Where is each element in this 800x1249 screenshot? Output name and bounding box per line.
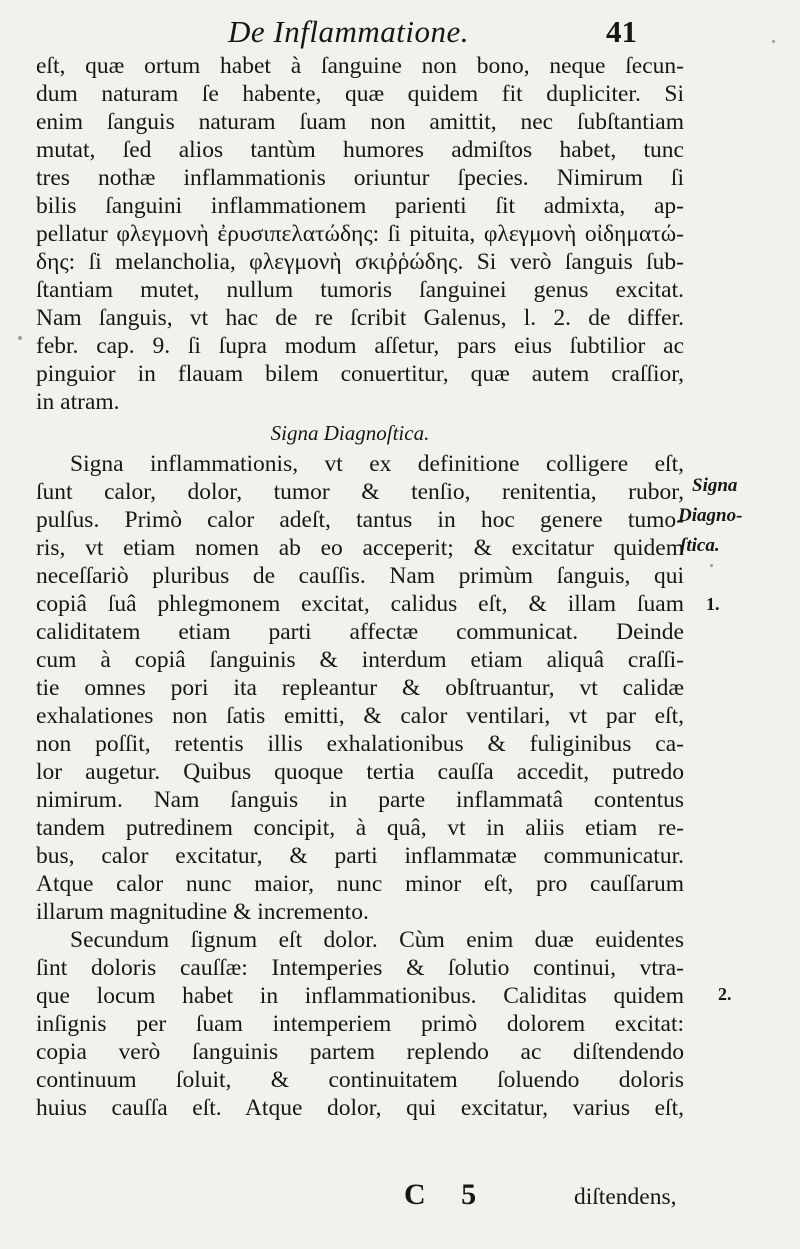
margin-label-line: Signa (692, 475, 738, 496)
body-text (36, 52, 684, 1122)
catchword: diſtendens, (574, 1184, 677, 1210)
ink-speck (772, 40, 775, 43)
signature-mark: C 5 (404, 1178, 491, 1211)
page-number: 41 (606, 14, 637, 49)
text-line: copiâ ſuâ phlegmonem excitat, calidus eſt, & illam ſuam (36, 591, 684, 617)
margin-number: 1. (706, 594, 720, 614)
text-line: mutat, ſed alios tantùm humores admiſtos habet, tunc (36, 137, 684, 163)
paragraph-3 (36, 926, 684, 1122)
text-line: dum naturam ſe habente, quæ quidem fit dupliciter. Si (36, 81, 684, 107)
text-line: ſint doloris cauſſæ: Intemperies & ſolutio continui, vtra- (36, 955, 684, 981)
text-line: bus, calor excitatur, & parti inflammatæ communicatur. (36, 843, 684, 869)
text-line: δης: ſi melancholia, φλεγμονὴ σκιῤῥώδης. Si verò ſanguis ſub- (36, 249, 684, 275)
text-line: tres nothæ inflammationis oriuntur ſpecies. Nimirum ſi (36, 165, 684, 191)
text-line: caliditatem etiam parti affectæ communicat. Deinde (36, 619, 684, 645)
text-line: febr. cap. 9. ſi ſupra modum aſſetur, pars eius ſubtilior ac (36, 333, 684, 359)
text-line: Atque calor nunc maior, nunc minor eſt, pro cauſſarum (36, 871, 684, 897)
text-line: ſtantiam mutet, nullum tumoris ſanguinei genus excitat. (36, 277, 684, 303)
text-line: in atram. (36, 389, 120, 415)
text-line: tie omnes pori ita repleantur & obſtruantur, vt calidæ (36, 675, 684, 701)
text-line: neceſſariò pluribus de cauſſis. Nam primùm ſanguis, qui (36, 563, 684, 589)
text-line: bilis ſanguini inflammationem parienti ſit admixta, ap- (36, 193, 684, 219)
text-line: pulſus. Primò calor adeſt, tantus in hoc genere tumo- (36, 507, 684, 533)
text-line: pinguior in flauam bilem conuertitur, quæ autem craſſior, (36, 361, 684, 387)
margin-number: 2. (718, 984, 732, 1004)
text-line: que locum habet in inflammationibus. Caliditas quidem (36, 983, 684, 1009)
text-line: nimirum. Nam ſanguis in parte inflammatâ contentus (36, 787, 684, 813)
margin-label-line: ſtica. (680, 535, 720, 556)
text-line: tandem putredinem concipit, à quâ, vt in aliis etiam re- (36, 815, 684, 841)
text-line: Nam ſanguis, vt hac de re ſcribit Galenus, l. 2. de differ. (36, 305, 684, 331)
text-line: copia verò ſanguinis partem replendo ac diſtendendo (36, 1039, 684, 1065)
margin-label-line: Diagno- (678, 505, 743, 526)
text-line: exhalationes non ſatis emitti, & calor ventilari, vt par eſt, (36, 703, 684, 729)
text-line: ſunt calor, dolor, tumor & tenſio, renitentia, rubor, (36, 479, 684, 505)
ink-speck (710, 564, 713, 567)
page-footer (0, 1178, 800, 1218)
text-line: lor augetur. Quibus quoque tertia cauſſa accedit, putredo (36, 759, 684, 785)
running-title: De Inflammatione. (228, 14, 469, 49)
text-line: continuum ſoluit, & continuitatem ſoluendo doloris (36, 1067, 684, 1093)
text-line: eſt, quæ ortum habet à ſanguine non bono, neque ſecun- (36, 53, 684, 79)
paragraph-1 (36, 52, 684, 416)
page-header (0, 14, 800, 54)
text-line: cum à copiâ ſanguinis & interdum etiam aliquâ craſſi- (36, 647, 684, 673)
text-line: enim ſanguis naturam ſuam non amittit, nec ſubſtantiam (36, 109, 684, 135)
text-line: Secundum ſignum eſt dolor. Cùm enim duæ euidentes (70, 927, 684, 953)
text-line: non poſſit, retentis illis exhalationibus & fuliginibus ca- (36, 731, 684, 757)
ink-speck (18, 336, 22, 340)
text-line: pellatur φλεγμονὴ ἐρυσιπελατώδης: ſi pituita, φλεγμονὴ οἰδηματώ- (36, 221, 684, 247)
text-line: huius cauſſa eſt. Atque dolor, qui excitatur, varius eſt, (36, 1095, 684, 1121)
section-heading: Signa Diagnoſtica. (270, 421, 430, 445)
text-line: ris, vt etiam nomen ab eo acceperit; & excitatur quidem (36, 535, 684, 561)
text-line: Signa inflammationis, vt ex definitione colligere eſt, (70, 451, 684, 477)
paragraph-2 (36, 450, 684, 926)
text-line: illarum magnitudine & incremento. (36, 899, 369, 925)
text-line: inſignis per ſuam intemperiem primò dolorem excitat: (36, 1011, 684, 1037)
